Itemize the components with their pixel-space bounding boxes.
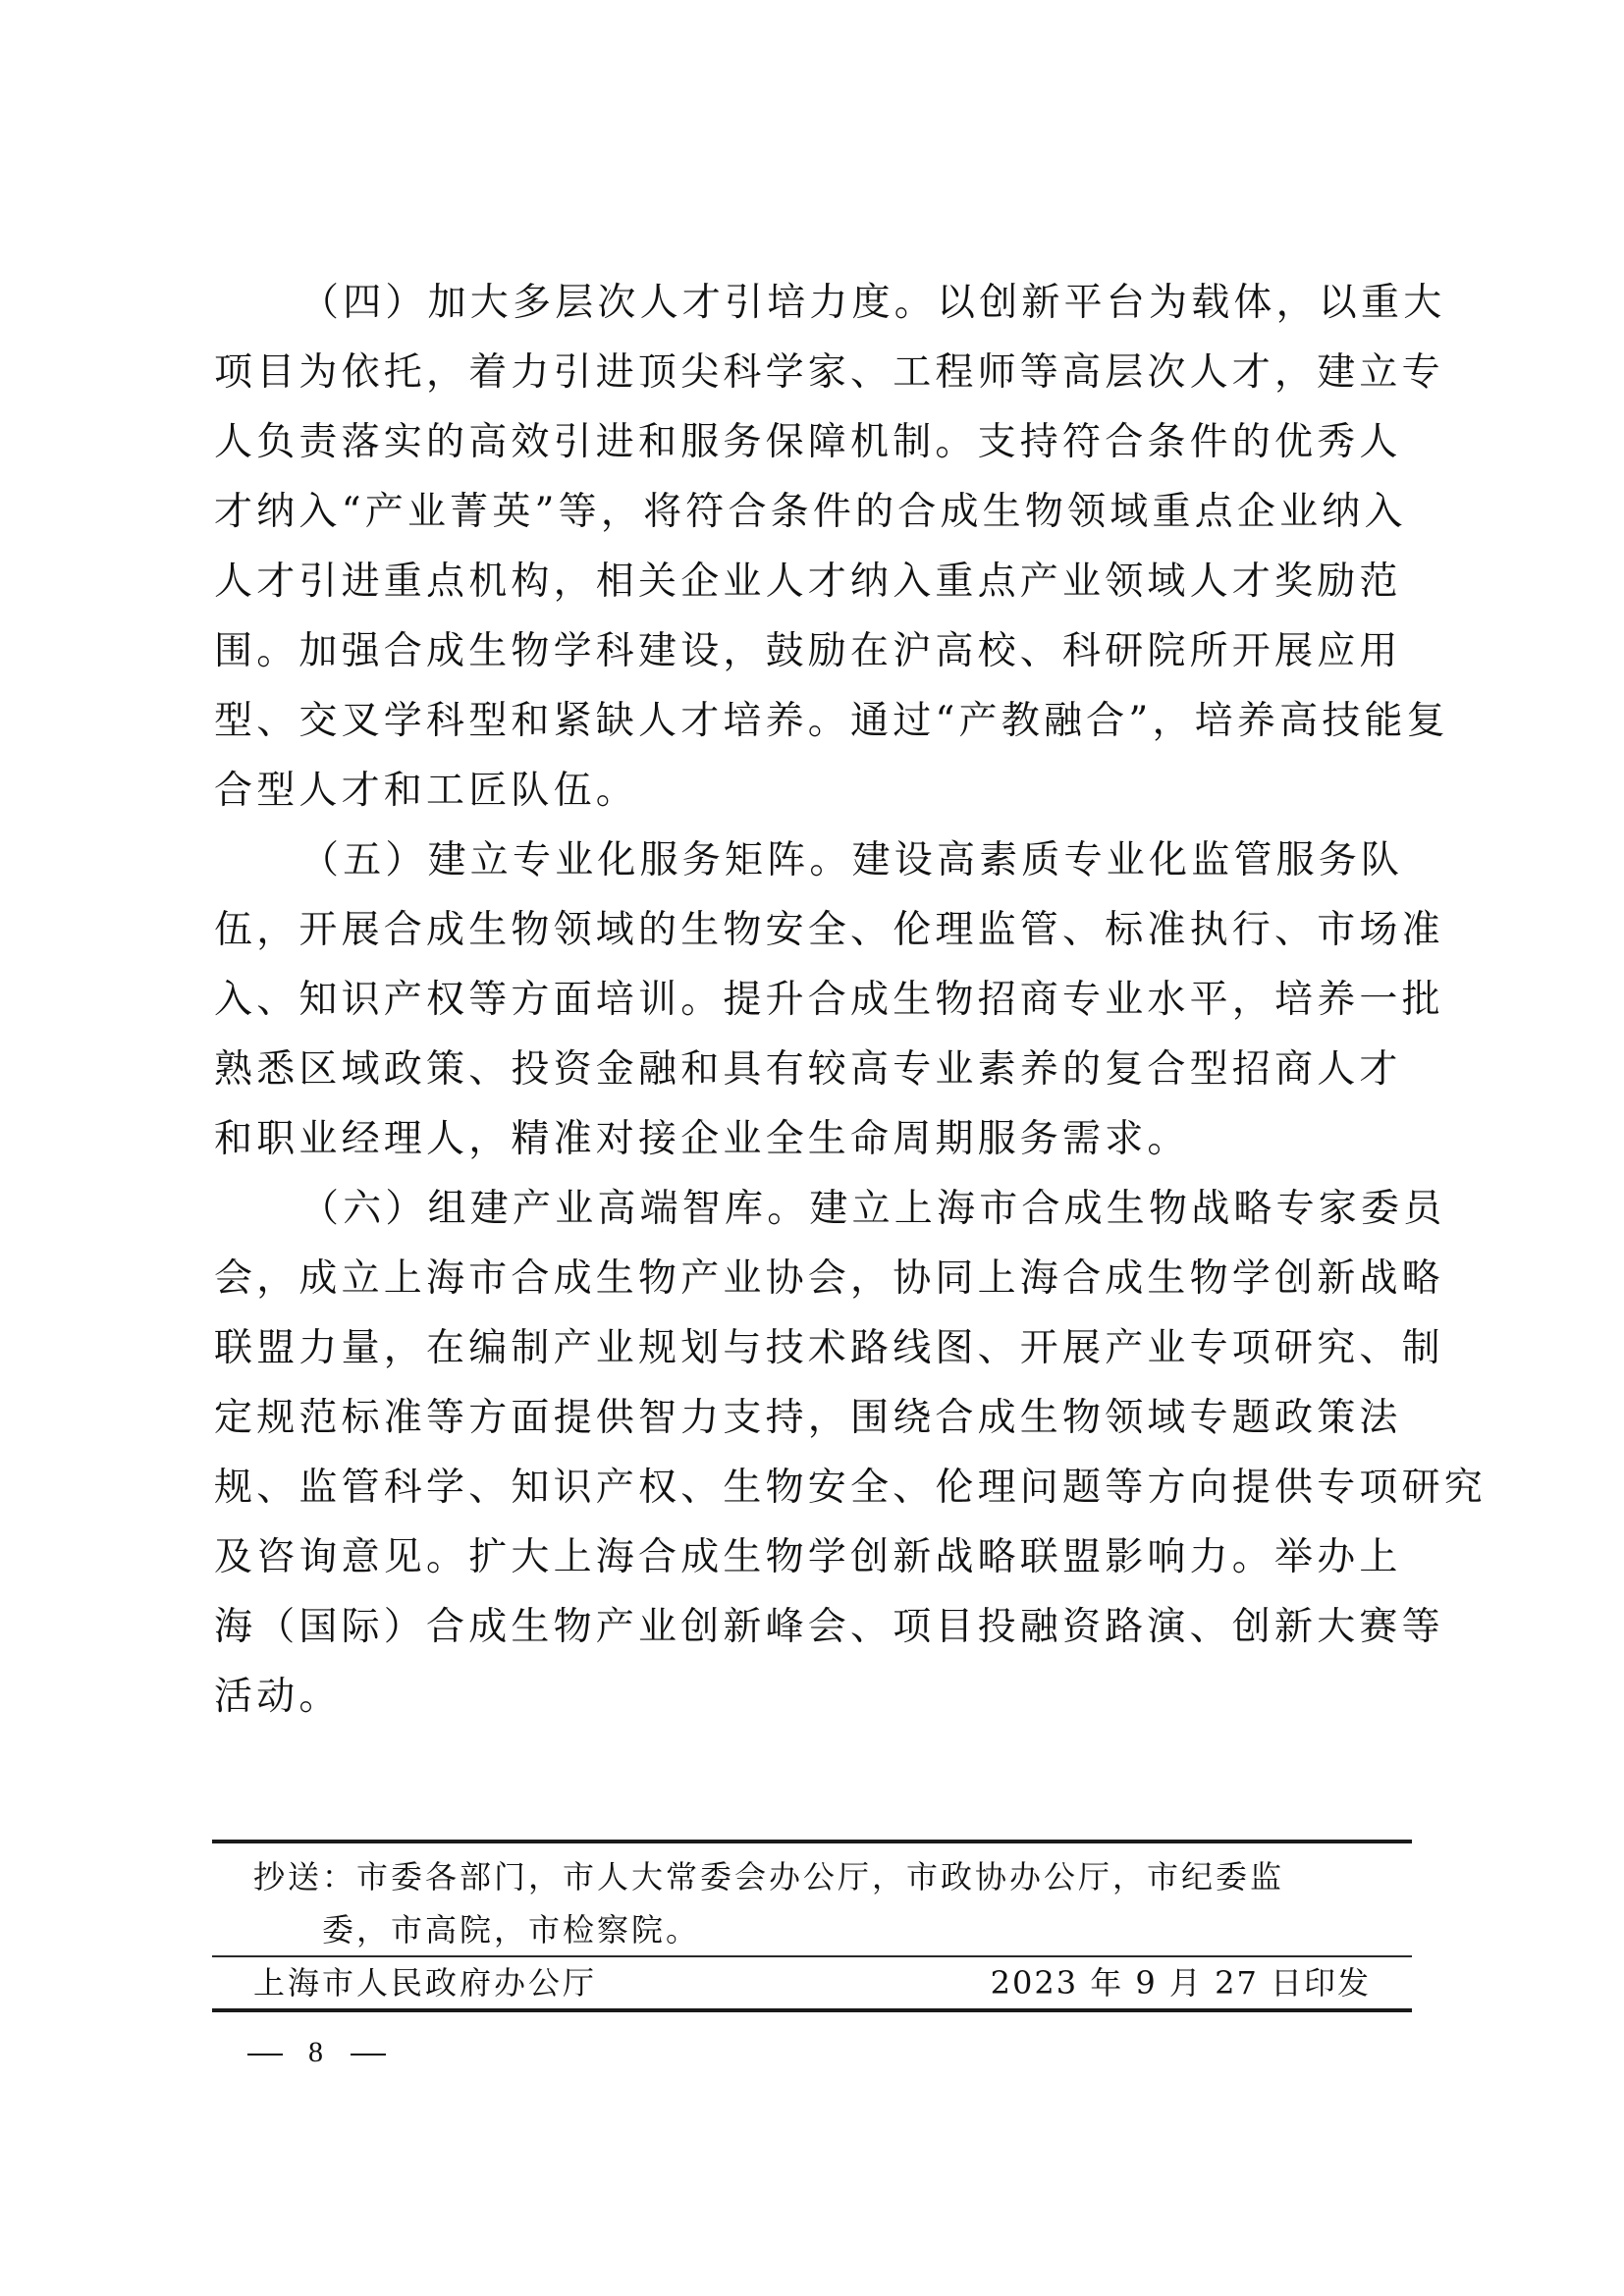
text-line: 项目为依托，着力引进顶尖科学家、工程师等高层次人才，建立专 <box>214 350 1444 395</box>
issuer-name: 上海市人民政府办公厅 <box>253 1964 598 2002</box>
text-line: 海（国际）合成生物产业创新峰会、项目投融资路演、创新大赛等 <box>214 1605 1444 1649</box>
text-line: 熟悉区域政策、投资金融和具有较高专业素养的复合型招商人才 <box>214 1047 1402 1092</box>
text-line: 规、监管科学、知识产权、生物安全、伦理问题等方向提供专项研究 <box>214 1466 1488 1510</box>
text-line: 才纳入“产业菁英”等，将符合条件的合成生物领域重点企业纳入 <box>214 490 1407 534</box>
text-line: 围。加强合成生物学科建设，鼓励在沪高校、科研院所开展应用 <box>214 629 1402 673</box>
text-line: 活动。 <box>214 1675 342 1719</box>
paragraph-service-matrix <box>214 826 1444 1174</box>
dash-left <box>247 2054 283 2056</box>
text-line: 及咨询意见。扩大上海合成生物学创新战略联盟影响力。举办上 <box>214 1535 1402 1579</box>
text-line: 和职业经理人，精准对接企业全生命周期服务需求。 <box>214 1117 1190 1161</box>
cc-line-2: 委，市高院，市检察院。 <box>322 1911 701 1949</box>
dash-right <box>351 2054 386 2056</box>
issue-date: 2023 年 9 月 27 日印发 <box>990 1964 1371 2002</box>
issuer-row <box>212 1957 1412 2008</box>
text-line: 联盟力量，在编制产业规划与技术路线图、开展产业专项研究、制 <box>214 1326 1444 1370</box>
cc-recipients <box>212 1843 1412 1955</box>
paragraph-think-tank <box>214 1174 1488 1732</box>
cc-line-1: 抄送：市委各部门，市人大常委会办公厅，市政协办公厅，市纪委监 <box>253 1858 1285 1896</box>
document-footer <box>212 1840 1412 2012</box>
text-line: 人负责落实的高效引进和服务保障机制。支持符合条件的优秀人 <box>214 420 1402 464</box>
document-body <box>214 268 1488 1732</box>
text-line: 型、交叉学科型和紧缺人才培养。通过“产教融合”，培养高技能复 <box>214 699 1449 743</box>
text-line: （四）加大多层次人才引培力度。以创新平台为载体，以重大 <box>300 281 1446 325</box>
text-line: 定规范标准等方面提供智力支持，围绕合成生物领域专题政策法 <box>214 1396 1402 1440</box>
text-line: 会，成立上海市合成生物产业协会，协同上海合成生物学创新战略 <box>214 1256 1444 1301</box>
text-line: 伍，开展合成生物领域的生物安全、伦理监管、标准执行、市场准 <box>214 908 1444 952</box>
page-number-value: 8 <box>308 2036 325 2068</box>
page-number <box>247 2036 386 2069</box>
text-line: 合型人才和工匠队伍。 <box>214 769 639 813</box>
text-line: 人才引进重点机构，相关企业人才纳入重点产业领域人才奖励范 <box>214 560 1402 604</box>
paragraph-talent-cultivation <box>214 268 1449 826</box>
footer-bottom-rule <box>212 2008 1412 2012</box>
text-line: （五）建立专业化服务矩阵。建设高素质专业化监管服务队 <box>300 838 1404 882</box>
text-line: 入、知识产权等方面培训。提升合成生物招商专业水平，培养一批 <box>214 978 1444 1022</box>
text-line: （六）组建产业高端智库。建立上海市合成生物战略专家委员 <box>300 1187 1446 1231</box>
